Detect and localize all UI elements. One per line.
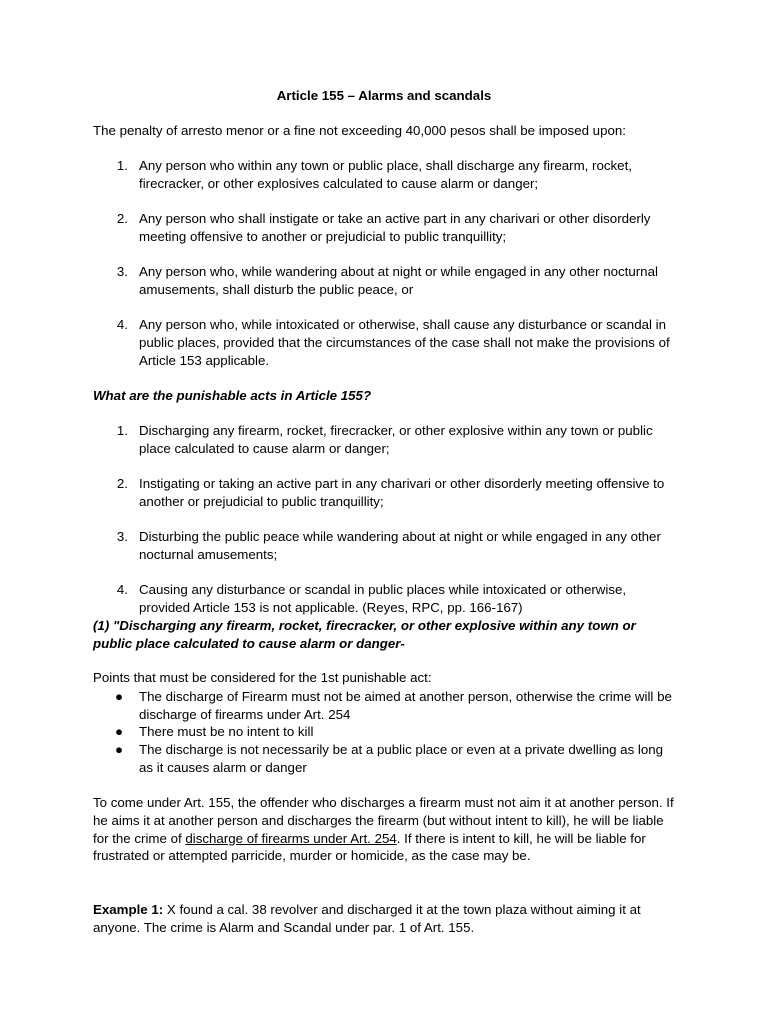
list-item-text: Any person who, while intoxicated or otherwise, shall cause any disturbance or scandal in public places, provided that the circumstances of the case shall not make the provisions of Article 153 applicable. [139, 317, 670, 368]
list-number: 1. [116, 423, 128, 438]
list-item-text: Disturbing the public peace while wandering about at night or while engaged in any other nocturnal amusements; [139, 529, 661, 562]
list-item-text: Any person who within any town or public place, shall discharge any firearm, rocket, firecracker, or other explosives calculated to cause alarm or danger; [139, 158, 632, 191]
document-title: Article 155 – Alarms and scandals [276, 88, 492, 103]
list-item-text: Any person who shall instigate or take an active part in any charivari or other disorderly meeting offensive to another or prejudicial to public tranquillity; [139, 211, 651, 244]
list-item-text: Causing any disturbance or scandal in public places while intoxicated or otherwise, provided Article 153 is not applicable. (Reyes, RPC, pp. 166-167) [139, 582, 627, 615]
list-item [93, 422, 678, 458]
example-text: X found a cal. 38 revolver and discharged it at the town plaza without aiming it at anyone. The crime is Alarm and Scandal under par. 1 of Art. 155. [93, 902, 641, 935]
list-item [93, 528, 678, 564]
list-number: 3. [116, 264, 128, 279]
list-number: 4. [116, 317, 128, 332]
list-item-text: The discharge is not necessarily be at a public place or even at a private dwelling as long as it causes alarm or danger [139, 742, 664, 775]
list-item [93, 723, 678, 741]
points-intro: Points that must be considered for the 1st punishable act: [93, 670, 432, 685]
bullet-icon: ● [115, 724, 124, 739]
list-item-text: Any person who, while wandering about at night or while engaged in any other nocturnal amusements, shall disturb the public peace, or [139, 264, 658, 297]
intro-paragraph: The penalty of arresto menor or a fine not exceeding 40,000 pesos shall be imposed upon: [93, 123, 626, 138]
list-item [93, 475, 678, 511]
explanation-text-end: . If there is intent to kill, he will be liable for frustrated or attempted parricide, murder or homicide, as the case may be. [93, 830, 646, 864]
question-heading: What are the punishable acts in Article 155? [93, 388, 372, 403]
list-item [93, 581, 678, 617]
list-item [93, 316, 678, 369]
example-paragraph [93, 901, 678, 937]
article-254-link[interactable]: discharge of firearms under Art. 254 [185, 830, 397, 846]
list-item-text: Instigating or taking an active part in any charivari or other disorderly meeting offensive to another or prejudicial to public tranquillity; [139, 476, 665, 509]
list-item [93, 688, 678, 724]
bullet-icon: ● [115, 742, 124, 757]
list-item [93, 263, 678, 299]
explanation-text: To come under Art. 155, the offender who discharges a firearm must not aim it at another person. If he aims it at another person and discharges the firearm (but without intent to kill), he will be liable for the crime of [93, 795, 674, 846]
list-item [93, 741, 678, 777]
sub-heading: (1) "Discharging any firearm, rocket, firecracker, or other explosive within any town or public place calculated to cause alarm or danger- [93, 618, 636, 651]
list-number: 2. [116, 211, 128, 226]
list-item [93, 157, 678, 193]
list-number: 4. [116, 582, 128, 597]
list-item-text: Discharging any firearm, rocket, firecracker, or other explosive within any town or public place calculated to cause alarm or danger; [139, 423, 653, 456]
list-item-text: The discharge of Firearm must not be aimed at another person, otherwise the crime will be discharge of firearms under Art. 254 [139, 689, 672, 722]
list-number: 3. [116, 529, 128, 544]
bullet-icon: ● [115, 689, 124, 704]
list-number: 2. [116, 476, 128, 491]
list-number: 1. [116, 158, 128, 173]
list-item [93, 210, 678, 246]
list-item-text: There must be no intent to kill [139, 724, 314, 739]
explanation-paragraph [93, 794, 678, 865]
example-label: Example 1: [93, 902, 164, 917]
